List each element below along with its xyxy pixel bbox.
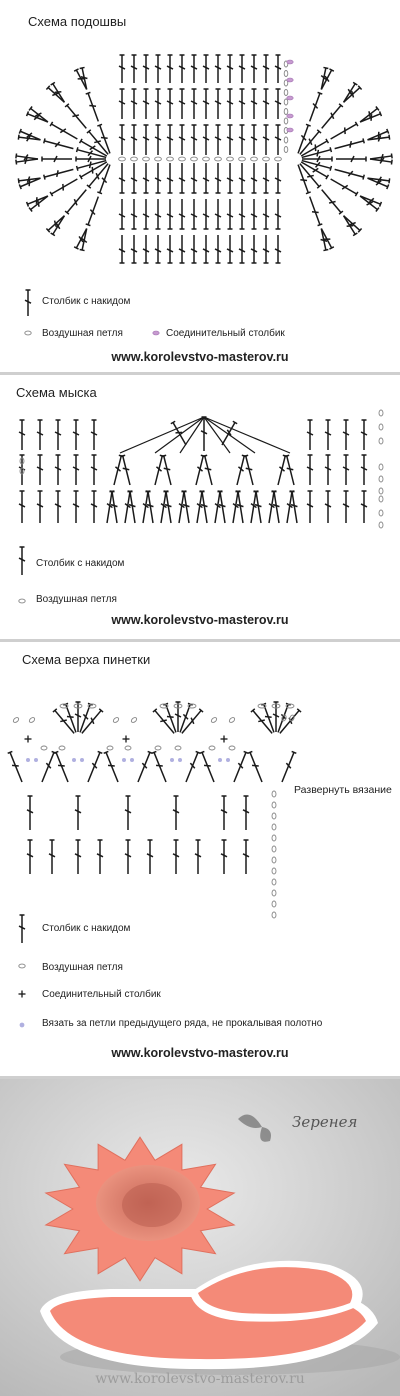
slip-plus-symbol xyxy=(221,736,228,743)
chain-symbol xyxy=(251,157,258,161)
dc-symbol xyxy=(201,417,207,451)
dc-symbol xyxy=(361,491,367,523)
toe-legend-ch-label: Воздушная петля xyxy=(36,594,117,605)
toe-diagram-panel xyxy=(0,375,400,639)
dc-symbol xyxy=(119,89,125,119)
dc-symbol xyxy=(125,796,131,830)
slip-stitch-symbol xyxy=(287,114,293,118)
dc-symbol xyxy=(75,702,81,732)
dc-symbol xyxy=(360,106,379,122)
dc-symbol xyxy=(91,420,97,450)
dc-symbol xyxy=(191,235,197,263)
dc-symbol xyxy=(8,751,22,782)
slip-stitch-symbol xyxy=(287,60,293,64)
dc-symbol xyxy=(203,199,209,229)
chain-symbol xyxy=(272,813,276,819)
dc-symbol xyxy=(179,163,185,193)
chain-symbol xyxy=(175,746,181,750)
back-loop-dot xyxy=(72,758,76,762)
dc-symbol xyxy=(182,709,203,734)
dc-symbol xyxy=(215,163,221,193)
chain-symbol xyxy=(284,147,288,153)
dc-symbol xyxy=(227,125,233,155)
dc-symbol xyxy=(263,89,269,119)
dc-symbol xyxy=(19,491,25,523)
dc-symbol xyxy=(251,55,257,83)
top-legend-back-label: Вязать за петли предыдущего ряда, не прокалывая полотно xyxy=(42,1018,323,1029)
dc-symbol xyxy=(155,55,161,83)
dc-symbol xyxy=(86,92,99,121)
dc-symbol xyxy=(263,55,269,83)
chain-symbol xyxy=(19,599,25,603)
chain-symbol xyxy=(119,157,126,161)
dc-symbol xyxy=(131,89,137,119)
dc-symbol xyxy=(243,796,249,830)
back-loop-dot xyxy=(218,758,222,762)
chain-symbol xyxy=(379,522,383,528)
dc-symbol xyxy=(200,751,214,782)
chain-symbol xyxy=(272,846,276,852)
back-loop-dot xyxy=(130,758,134,762)
sole-legend-dc-label: Столбик с накидом xyxy=(42,296,131,307)
dc-symbol xyxy=(167,125,173,155)
chain-symbol xyxy=(379,488,383,494)
dc-symbol xyxy=(310,92,323,121)
dc-symbol xyxy=(307,455,313,485)
chain-symbol xyxy=(179,157,186,161)
dc-symbol xyxy=(143,163,149,193)
chain-symbol xyxy=(284,71,288,77)
dc-symbol xyxy=(191,89,197,119)
dc-symbol xyxy=(275,55,281,83)
dc-symbol xyxy=(361,455,367,485)
dc-symbol xyxy=(143,125,149,155)
chain-symbol xyxy=(155,746,161,750)
dc-symbol xyxy=(155,163,161,193)
dc-symbol xyxy=(251,235,257,263)
slip-stitch-symbol xyxy=(287,78,293,82)
dc-symbol xyxy=(275,125,281,155)
dc-symbol xyxy=(131,163,137,193)
dc-symbol xyxy=(75,796,81,830)
chain-symbol xyxy=(28,717,35,724)
chain-symbol xyxy=(379,438,383,444)
slip-stitch-symbol xyxy=(153,331,159,335)
dc-symbol xyxy=(343,455,349,485)
dc-symbol xyxy=(222,421,237,445)
chain-symbol xyxy=(379,464,383,470)
dc-symbol xyxy=(202,455,212,485)
dc-symbol xyxy=(167,55,173,83)
back-loop-dot xyxy=(178,758,182,762)
chain-symbol xyxy=(379,410,383,416)
dc-symbol xyxy=(307,491,313,523)
dc-symbol xyxy=(65,104,86,129)
dc-symbol xyxy=(27,796,33,830)
dc-symbol xyxy=(227,55,233,83)
dc-symbol xyxy=(310,197,323,226)
dc-symbol xyxy=(143,55,149,83)
dc-symbol xyxy=(155,89,161,119)
bootie-photo xyxy=(0,1079,400,1396)
dc-symbol xyxy=(186,751,200,782)
dc-symbol xyxy=(191,199,197,229)
dc-symbol xyxy=(325,491,331,523)
dc-symbol xyxy=(97,840,103,874)
chain-symbol xyxy=(275,157,282,161)
dc-symbol xyxy=(179,235,185,263)
dc-symbol xyxy=(239,89,245,119)
dc-symbol xyxy=(251,709,272,734)
chain-symbol xyxy=(379,510,383,516)
chain-symbol xyxy=(379,496,383,502)
chain-symbol xyxy=(155,157,162,161)
dc-symbol xyxy=(335,169,365,179)
sole-legend-sl-label: Соединительный столбик xyxy=(166,328,285,339)
dc-symbol xyxy=(155,199,161,229)
back-loop-dot xyxy=(34,758,38,762)
chain-symbol xyxy=(131,157,138,161)
dc-symbol xyxy=(215,199,221,229)
chain-symbol xyxy=(215,157,222,161)
dc-symbol xyxy=(73,420,79,450)
dc-symbol xyxy=(322,104,343,129)
sole-chart xyxy=(0,0,400,372)
dc-symbol xyxy=(251,89,257,119)
chain-symbol xyxy=(272,890,276,896)
top-chart xyxy=(0,642,400,1076)
brand-logo-text: Зеренея xyxy=(292,1113,358,1131)
dc-symbol xyxy=(19,547,25,575)
chain-symbol xyxy=(272,791,276,797)
dc-symbol xyxy=(343,420,349,450)
chain-symbol xyxy=(19,964,25,968)
chain-symbol xyxy=(107,746,113,750)
dc-symbol xyxy=(331,122,358,139)
dc-symbol xyxy=(42,751,56,782)
dc-symbol xyxy=(248,751,262,782)
chain-symbol xyxy=(112,717,119,724)
sole-title: Схема подошвы xyxy=(28,14,127,29)
dc-symbol xyxy=(55,420,61,450)
chain-symbol xyxy=(272,912,276,918)
dc-symbol xyxy=(275,163,281,193)
chain-symbol xyxy=(210,717,217,724)
dc-symbol xyxy=(173,796,179,830)
dc-symbol xyxy=(221,840,227,874)
photo-watermark: www.korolevstvo-masterov.ru xyxy=(95,1371,305,1387)
opening-shadow xyxy=(122,1183,182,1227)
chain-symbol xyxy=(272,835,276,841)
dc-symbol xyxy=(251,163,257,193)
chain-symbol xyxy=(272,824,276,830)
dc-symbol xyxy=(175,702,181,732)
dc-symbol xyxy=(263,235,269,263)
dc-symbol xyxy=(143,235,149,263)
chain-symbol xyxy=(12,717,19,724)
sole-legend-ch-label: Воздушная петля xyxy=(42,328,123,339)
dc-symbol xyxy=(55,455,61,485)
dc-symbol xyxy=(179,89,185,119)
dc-symbol xyxy=(82,709,103,734)
back-loop-dot xyxy=(26,758,30,762)
dc-symbol xyxy=(155,455,165,485)
back-loop-dot xyxy=(226,758,230,762)
dc-symbol xyxy=(131,125,137,155)
dc-symbol xyxy=(152,751,166,782)
chain-symbol xyxy=(191,157,198,161)
dc-symbol xyxy=(29,106,48,122)
dc-symbol xyxy=(331,179,358,196)
dc-symbol xyxy=(55,491,61,523)
dc-symbol xyxy=(203,235,209,263)
dc-symbol xyxy=(104,751,118,782)
dc-symbol xyxy=(251,199,257,229)
chain-symbol xyxy=(284,109,288,115)
dc-symbol xyxy=(153,709,174,734)
dc-symbol xyxy=(263,163,269,193)
dc-symbol xyxy=(131,55,137,83)
dc-symbol xyxy=(343,491,349,523)
dc-symbol xyxy=(73,491,79,523)
chain-symbol xyxy=(143,157,150,161)
toe-site-url: www.korolevstvo-masterov.ru xyxy=(111,613,289,627)
dc-symbol xyxy=(161,455,171,485)
top-legend-ch-label: Воздушная петля xyxy=(42,962,123,973)
dc-symbol xyxy=(147,840,153,874)
back-loop-dot xyxy=(122,758,126,762)
dc-symbol xyxy=(44,169,74,179)
dc-symbol xyxy=(125,840,131,874)
dc-symbol xyxy=(167,163,173,193)
dc-symbol xyxy=(91,455,97,485)
chain-symbol xyxy=(263,157,270,161)
dc-symbol xyxy=(167,235,173,263)
dc-symbol xyxy=(25,290,31,316)
dc-symbol xyxy=(179,199,185,229)
dc-symbol xyxy=(91,491,97,523)
dc-symbol xyxy=(114,455,124,485)
chain-symbol xyxy=(272,857,276,863)
dc-symbol xyxy=(19,915,25,943)
dc-symbol xyxy=(120,455,130,485)
dc-symbol xyxy=(307,420,313,450)
dc-symbol xyxy=(227,199,233,229)
dc-symbol xyxy=(243,455,253,485)
chain-symbol xyxy=(59,746,65,750)
dc-symbol xyxy=(119,125,125,155)
dc-symbol xyxy=(215,235,221,263)
dc-symbol xyxy=(325,455,331,485)
dc-symbol xyxy=(227,89,233,119)
dc-symbol xyxy=(239,199,245,229)
slip-plus-symbol xyxy=(123,736,130,743)
dc-symbol xyxy=(239,163,245,193)
chain-symbol xyxy=(25,331,31,335)
dc-symbol xyxy=(167,199,173,229)
dc-symbol xyxy=(171,421,186,445)
dc-symbol xyxy=(336,156,366,162)
dc-symbol xyxy=(37,455,43,485)
dc-symbol xyxy=(221,796,227,830)
dc-symbol xyxy=(239,55,245,83)
dc-symbol xyxy=(50,122,77,139)
dc-symbol xyxy=(19,420,25,450)
dc-symbol xyxy=(179,125,185,155)
chain-symbol xyxy=(272,901,276,907)
dc-symbol xyxy=(263,199,269,229)
back-loop-dot xyxy=(170,758,174,762)
dc-symbol xyxy=(119,199,125,229)
dc-symbol xyxy=(361,420,367,450)
dc-symbol xyxy=(179,55,185,83)
dc-symbol xyxy=(322,190,343,215)
dc-symbol xyxy=(143,199,149,229)
dc-symbol xyxy=(234,751,248,782)
chain-symbol xyxy=(227,157,234,161)
dc-symbol xyxy=(119,163,125,193)
chain-symbol xyxy=(209,746,215,750)
chain-symbol xyxy=(167,157,174,161)
dc-symbol xyxy=(284,455,294,485)
chain-symbol xyxy=(284,99,288,105)
dc-symbol xyxy=(275,199,281,229)
top-site-url: www.korolevstvo-masterov.ru xyxy=(111,1046,289,1060)
chain-symbol xyxy=(284,118,288,124)
dc-symbol xyxy=(167,89,173,119)
dc-symbol xyxy=(227,163,233,193)
dc-symbol xyxy=(75,840,81,874)
dc-symbol xyxy=(42,156,72,162)
dc-symbol xyxy=(239,125,245,155)
dc-symbol xyxy=(88,751,102,782)
dc-symbol xyxy=(86,197,99,226)
dc-symbol xyxy=(27,840,33,874)
dc-symbol xyxy=(278,455,288,485)
chain-symbol xyxy=(379,476,383,482)
top-diagram-panel xyxy=(0,642,400,1076)
dc-symbol xyxy=(191,163,197,193)
dc-symbol xyxy=(263,125,269,155)
chain-symbol xyxy=(272,868,276,874)
slip-stitch-symbol xyxy=(287,96,293,100)
turn-work-label: Развернуть вязание xyxy=(294,784,392,796)
chain-symbol xyxy=(239,157,246,161)
dc-symbol xyxy=(73,455,79,485)
slip-plus-symbol xyxy=(19,991,26,998)
dc-symbol xyxy=(215,125,221,155)
sole-diagram-panel xyxy=(0,0,400,372)
dc-symbol xyxy=(29,196,48,212)
top-legend-dc-label: Столбик с накидом xyxy=(42,923,131,934)
chain-symbol xyxy=(272,879,276,885)
chain-symbol xyxy=(203,157,210,161)
dc-symbol xyxy=(143,89,149,119)
dc-symbol xyxy=(49,840,55,874)
dc-symbol xyxy=(215,89,221,119)
chain-symbol xyxy=(229,746,235,750)
dc-symbol xyxy=(203,89,209,119)
dc-symbol xyxy=(275,235,281,263)
slip-stitch-symbol xyxy=(287,128,293,132)
dc-symbol xyxy=(173,840,179,874)
dc-symbol xyxy=(237,455,247,485)
dc-symbol xyxy=(196,455,206,485)
dc-symbol xyxy=(215,55,221,83)
toe-title: Схема мыска xyxy=(16,385,97,400)
dc-symbol xyxy=(325,420,331,450)
dc-symbol xyxy=(251,125,257,155)
chain-symbol xyxy=(125,746,131,750)
dc-symbol xyxy=(195,840,201,874)
dc-symbol xyxy=(239,235,245,263)
chain-symbol xyxy=(130,717,137,724)
dc-symbol xyxy=(65,190,86,215)
chain-symbol xyxy=(284,137,288,143)
dc-symbol xyxy=(155,235,161,263)
dc-symbol xyxy=(203,125,209,155)
dc-symbol xyxy=(37,420,43,450)
dc-symbol xyxy=(37,491,43,523)
dc-symbol xyxy=(360,196,379,212)
top-legend-sl-label: Соединительный столбик xyxy=(42,989,161,1000)
slip-plus-symbol xyxy=(25,736,32,743)
chain-symbol xyxy=(41,746,47,750)
chain-symbol xyxy=(228,717,235,724)
dc-symbol xyxy=(44,138,74,148)
dc-symbol xyxy=(191,55,197,83)
dc-symbol xyxy=(203,163,209,193)
dc-symbol xyxy=(275,89,281,119)
dc-symbol xyxy=(138,751,152,782)
chain-symbol xyxy=(284,90,288,96)
dc-symbol xyxy=(50,179,77,196)
dc-symbol xyxy=(119,55,125,83)
dc-symbol xyxy=(53,709,74,734)
dc-symbol xyxy=(335,138,365,148)
back-loop-dot xyxy=(80,758,84,762)
chain-symbol xyxy=(379,424,383,430)
dc-symbol xyxy=(119,235,125,263)
dc-symbol xyxy=(191,125,197,155)
dc-symbol xyxy=(243,840,249,874)
dc-symbol xyxy=(155,125,161,155)
dc-symbol xyxy=(131,235,137,263)
toe-legend-dc-label: Столбик с накидом xyxy=(36,558,125,569)
sole-site-url: www.korolevstvo-masterov.ru xyxy=(111,350,289,364)
dc-symbol xyxy=(131,199,137,229)
dc-symbol xyxy=(227,235,233,263)
back-loop-dot-legend xyxy=(20,1023,25,1028)
dc-symbol xyxy=(282,751,296,782)
chain-symbol xyxy=(272,802,276,808)
dc-symbol xyxy=(273,702,279,732)
dc-symbol xyxy=(54,751,68,782)
top-title: Схема верха пинетки xyxy=(22,652,151,667)
dc-symbol xyxy=(203,55,209,83)
